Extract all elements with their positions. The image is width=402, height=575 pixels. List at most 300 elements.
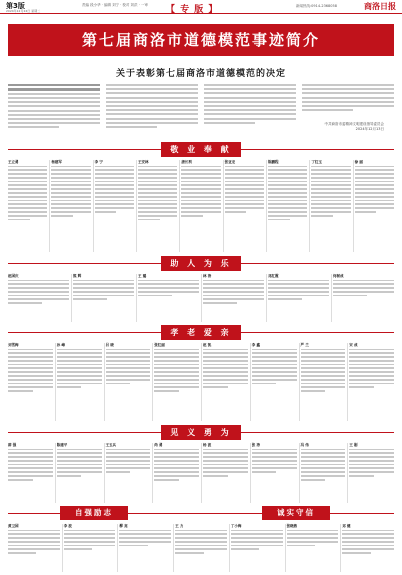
text-line [181,207,220,209]
text-line [138,287,199,289]
profile-entry [8,343,53,394]
text-line [138,207,177,209]
text-line [349,475,374,477]
text-line [8,169,47,171]
section-label: 敬 业 奉 献 [161,142,241,157]
text-line [231,533,283,535]
text-line [8,386,53,388]
profile-entry [8,443,53,483]
section-header [8,142,394,157]
text-line [57,471,102,473]
text-line [355,192,394,194]
profile-entry [8,274,69,306]
text-line [8,181,47,183]
text-line [57,360,102,362]
text-line [203,367,248,369]
text-line [349,471,394,473]
column-divider [201,343,202,421]
text-line [8,349,53,351]
text-line [106,471,131,473]
text-line [301,449,346,451]
text-line [268,291,329,293]
profile-name: 孙 峰 [56,343,65,347]
profile-name: 王 璐 [138,274,147,278]
profile-name: 李 鑫 [251,343,260,347]
section-label: 助 人 为 乐 [161,256,241,271]
text-line [106,356,151,358]
profile-entry [287,524,339,548]
section-header [8,425,394,440]
text-line [311,166,350,168]
text-line [203,364,248,366]
column-divider [250,343,251,421]
text-line [57,356,102,358]
decision-body [8,84,394,136]
text-line [95,173,134,175]
text-line [333,295,367,297]
text-line [138,280,199,282]
text-line [138,184,177,186]
text-line [181,173,220,175]
text-line [349,456,394,458]
text-line [8,360,53,362]
text-line [301,460,346,462]
text-line [225,188,264,190]
text-line [138,177,177,179]
text-line [95,211,117,213]
text-line [8,219,30,221]
text-line [8,537,60,539]
column-divider [201,443,202,503]
text-line [252,371,297,373]
profile-entry [333,274,394,298]
text-line [268,211,307,213]
text-line [342,537,394,539]
column-divider [152,343,153,421]
text-line [203,460,248,462]
text-line [311,177,350,179]
text-line [203,291,264,293]
text-line [106,449,151,451]
text-line [138,291,199,293]
text-line [349,352,394,354]
text-line [154,475,199,477]
text-line [203,283,264,285]
text-line [51,177,90,179]
column-divider [299,443,300,503]
text-line [301,364,346,366]
column-divider [173,524,174,572]
text-line [154,460,199,462]
profile-name: 张 涛 [251,443,260,447]
text-line [106,464,151,466]
text-line [8,283,69,285]
profiles-row [8,343,394,421]
text-line [355,196,394,198]
text-line [8,367,53,369]
text-line [8,188,47,190]
text-line [138,215,177,217]
profile-entry [51,160,90,219]
text-line [225,177,264,179]
text-line [64,548,92,550]
text-line [73,298,107,300]
text-line [268,181,307,183]
text-line [57,371,102,373]
text-line [106,360,151,362]
column-divider [266,274,267,322]
text-line [203,383,248,385]
text-line [203,349,248,351]
text-line [311,192,350,194]
text-line [287,530,339,532]
text-line [73,280,134,282]
profile-name: 杨建军 [51,160,62,164]
profile-name: 尚 勇 [154,443,163,447]
text-line [64,537,116,539]
text-line [203,379,248,381]
text-line [8,533,60,535]
text-line [8,295,69,297]
text-line [231,537,283,539]
text-line [268,177,307,179]
text-line [57,375,102,377]
profile-entry [119,524,171,548]
section-label: 诚实守信 [262,506,330,520]
text-line [355,211,377,213]
profile-entry [154,443,199,483]
text-line [8,449,53,451]
text-line [181,181,220,183]
text-line [203,449,248,451]
profile-name: 吕 晓 [105,343,114,347]
text-line [203,295,264,297]
profile-name: 赵 凯 [203,343,212,347]
profile-entry [106,343,151,386]
text-line [301,475,346,477]
text-line [8,177,47,179]
signature-org: 中共商洛市委精神文明建设指导委员会 [324,122,384,126]
text-line [73,295,134,297]
text-line [301,367,346,369]
text-line [95,203,134,205]
text-line [349,386,374,388]
text-line [301,360,346,362]
text-line [301,371,346,373]
text-line [106,349,151,351]
text-line [301,352,346,354]
text-line [225,211,247,213]
column-divider [201,274,202,322]
text-line [154,379,199,381]
column-divider [223,160,224,252]
text-line [51,211,90,213]
text-line [119,541,171,543]
text-line [64,545,116,547]
profile-entry [203,274,264,306]
text-line [175,552,203,554]
column-divider [104,343,105,421]
text-line [287,537,339,539]
text-line [95,200,134,202]
text-line [311,215,333,217]
text-line [154,375,199,377]
main-banner [8,24,394,56]
column-divider [179,160,180,252]
text-line [154,383,199,385]
text-line [138,196,177,198]
profile-entry [225,160,264,215]
profiles-row [8,443,394,503]
profile-entry [138,274,199,298]
text-line [252,456,297,458]
text-line [138,181,177,183]
text-line [181,200,220,202]
text-line [175,541,227,543]
text-line [8,215,47,217]
text-line [333,280,394,282]
text-line [287,533,339,535]
text-line [311,173,350,175]
column-divider [71,274,72,322]
profile-name: 李 波 [63,524,72,528]
column-divider [285,524,286,572]
profile-name: 冯 伟 [300,443,309,447]
text-line [203,280,264,282]
profiles-row [8,274,394,322]
text-line [119,533,171,535]
text-line [57,383,102,385]
text-line [51,196,90,198]
text-line [64,541,116,543]
text-line [349,349,394,351]
profile-name: 王 刚 [349,443,358,447]
text-line [95,188,134,190]
signature-date: 2024年12月13日 [355,127,384,131]
profile-name: 张红丽 [154,343,165,347]
text-line [349,464,394,466]
profile-name: 徐 丽 [354,160,363,164]
text-line [301,349,346,351]
text-line [301,467,346,469]
text-line [119,537,171,539]
text-line [301,356,346,358]
text-line [8,166,47,168]
profile-name: 黄卫国 [8,524,19,528]
text-line [349,364,394,366]
text-line [252,356,297,358]
text-line [8,475,53,477]
text-line [301,386,346,388]
special-edition-label: 【 专 版 】 [166,5,219,15]
profile-name: 李 宁 [94,160,103,164]
profile-entry [231,524,283,552]
text-line [154,349,199,351]
profile-name: 唐长利 [181,160,192,164]
profile-name: 陈鹏程 [268,160,279,164]
text-line [333,283,394,285]
profile-name: 丁小梅 [230,524,242,528]
text-line [8,287,69,289]
text-line [138,192,177,194]
text-line [138,211,177,213]
text-line [8,196,47,198]
text-line [154,449,199,451]
text-line [349,356,394,358]
text-line [106,375,151,377]
text-line [252,364,297,366]
text-line [57,449,102,451]
text-line [349,452,394,454]
profile-name: 张晓燕 [286,524,298,528]
column-divider [136,160,137,252]
text-line [203,360,248,362]
text-line [73,291,134,293]
text-line [203,456,248,458]
text-line [355,203,394,205]
section-header [8,325,394,340]
text-line [138,173,177,175]
text-line [154,364,199,366]
profile-name: 陈建平 [56,443,68,447]
profile-entry [8,160,47,222]
text-line [342,533,394,535]
text-line [252,352,297,354]
text-line [8,464,53,466]
text-line [252,471,277,473]
text-line [268,192,307,194]
text-line [95,169,134,171]
text-line [252,460,297,462]
text-line [301,379,346,381]
text-line [252,467,297,469]
column-divider [117,524,118,572]
text-line [252,360,297,362]
text-line [8,200,47,202]
text-line [349,360,394,362]
column-divider [229,524,230,572]
text-line [8,383,53,385]
text-line [181,184,220,186]
text-line [154,464,199,466]
text-line [8,452,53,454]
profile-entry [106,443,151,475]
text-line [349,367,394,369]
profile-entry [154,343,199,394]
decision-title: 关于表彰第七届商洛市道德模范的决定 [115,69,286,79]
profile-entry [349,343,394,390]
text-line [203,302,237,304]
section-label: 自强励志 [60,506,128,520]
text-line [181,169,220,171]
column-divider [347,343,348,421]
text-line [203,471,248,473]
text-line [268,287,329,289]
text-line [154,471,199,473]
text-line [268,196,307,198]
text-line [311,203,350,205]
section-label: 孝 老 爱 亲 [161,325,241,340]
text-line [57,349,102,351]
column-divider [309,160,310,252]
text-line [154,367,199,369]
text-line [8,298,69,300]
decision-column [204,84,296,136]
text-line [95,192,134,194]
text-line [154,467,199,469]
profile-entry [181,160,220,219]
text-line [8,192,47,194]
text-line [51,188,90,190]
text-line [342,530,394,532]
text-line [231,548,259,550]
profile-entry [203,443,248,479]
text-line [355,184,394,186]
text-line [252,375,297,377]
profile-name: 邓 健 [342,524,351,528]
decision-column [106,84,198,136]
profile-name: 王 力 [175,524,184,528]
text-line [301,456,346,458]
profile-name: 熊 辉 [73,274,82,278]
profile-entry [252,443,297,475]
text-line [57,464,102,466]
text-line [355,200,394,202]
profile-name: 林 涛 [203,274,212,278]
column-divider [55,443,56,503]
text-line [349,375,394,377]
column-divider [104,443,105,503]
text-line [181,192,220,194]
text-line [106,460,151,462]
text-line [119,545,147,547]
text-line [311,181,350,183]
text-line [301,383,346,385]
text-line [203,386,228,388]
page-date: 2024年12月24日 星期二 [6,9,41,13]
text-line [154,390,179,392]
text-line [203,371,248,373]
text-line [8,207,47,209]
column-divider [93,160,94,252]
text-line [203,452,248,454]
text-line [57,367,102,369]
text-line [225,196,264,198]
text-line [225,192,264,194]
text-line [342,548,394,550]
text-line [333,287,394,289]
profile-entry [95,160,134,215]
text-line [287,545,315,547]
text-line [225,166,264,168]
text-line [252,449,297,451]
text-line [138,166,177,168]
text-line [51,169,90,171]
profile-entry [268,160,307,222]
profile-name: 杨 波 [203,443,212,447]
editor-meta: 责编 段小华 · 编辑 刘宁 · 校对 刘洪 · 一审 [82,3,148,7]
text-line [8,203,47,205]
text-line [231,530,283,532]
text-line [203,475,228,477]
profile-entry [138,160,177,222]
text-line [349,379,394,381]
text-line [203,356,248,358]
text-line [8,530,60,532]
section-label: 见 义 勇 为 [161,425,241,440]
text-line [311,184,350,186]
profile-name: 张亚龙 [224,160,236,164]
